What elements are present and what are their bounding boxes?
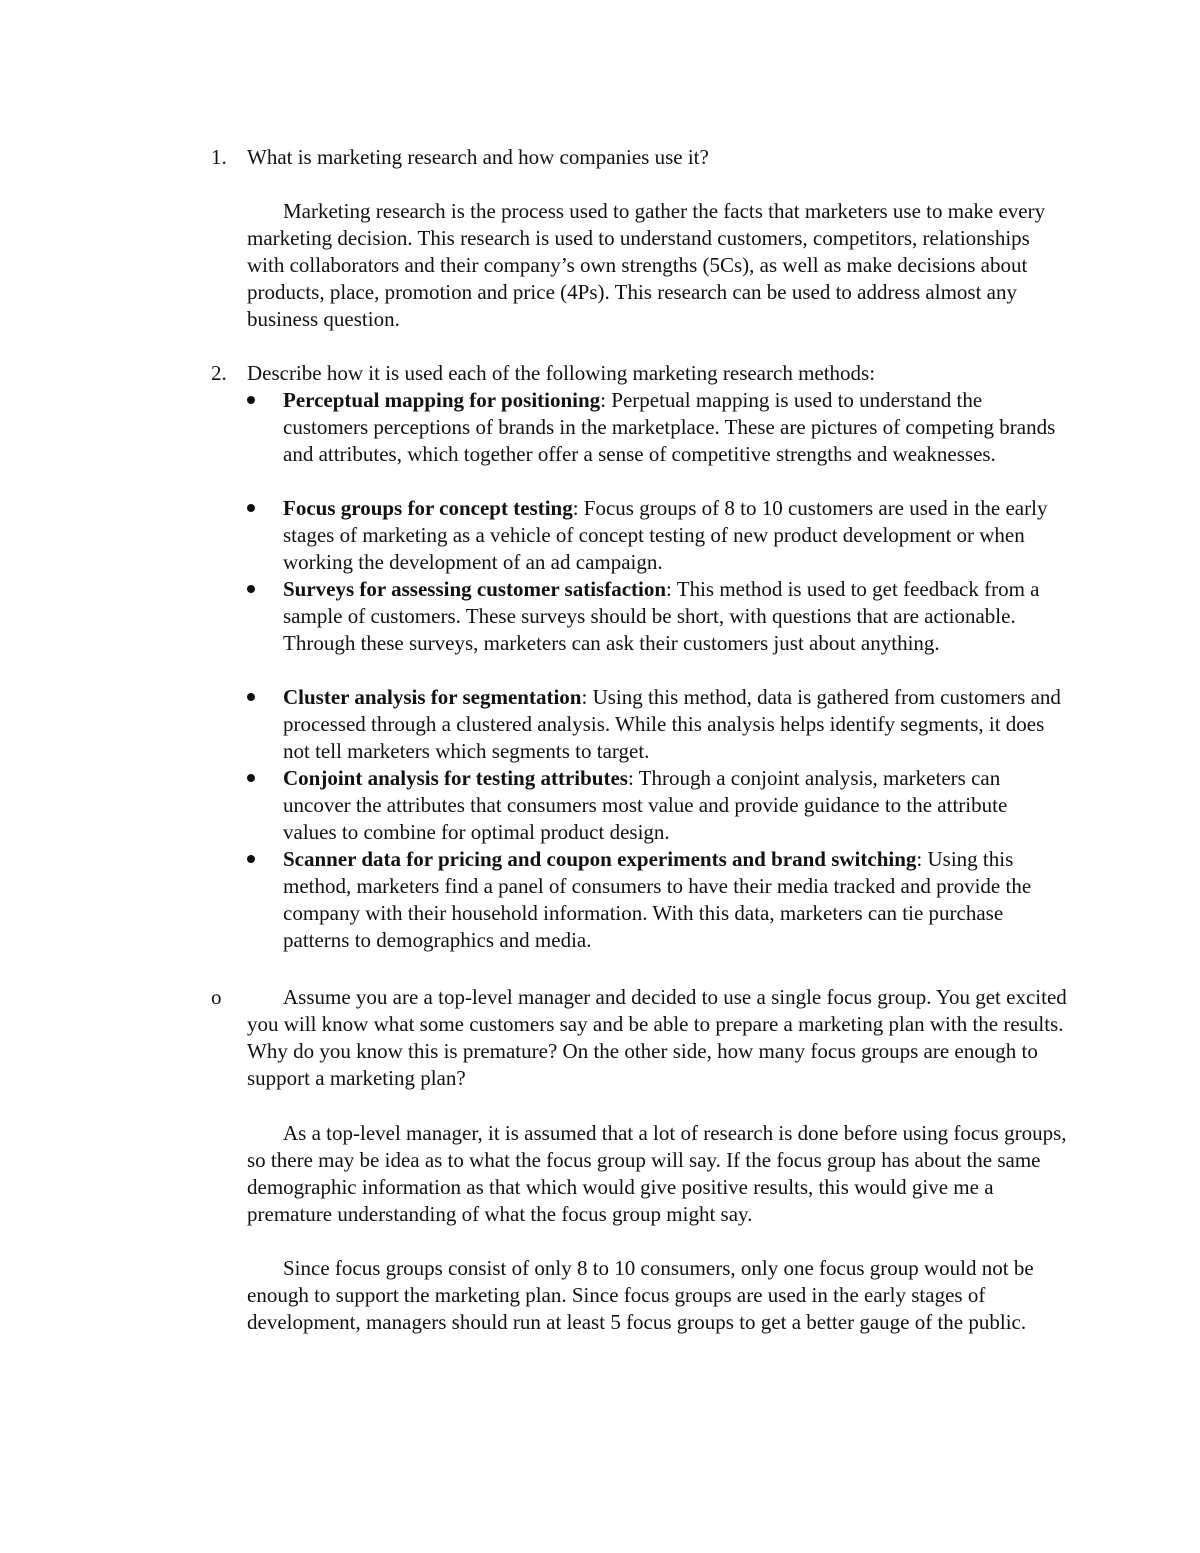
- bullet-dot: [247, 396, 255, 404]
- method-term: Focus groups for concept testing: [283, 496, 573, 520]
- bullet-dot: [247, 693, 255, 701]
- bullet-dot: [247, 855, 255, 863]
- method-description: : Through a conjoint analysis, marketers can uncover the attributes that consumers most value and provide guidance to the attribute values to combine for optimal product design.: [283, 766, 1008, 844]
- method-item-surveys: [283, 576, 1063, 657]
- q1-answer: Marketing research is the process used to gather the facts that marketers use to make every marketing decision. This research is used to understand customers, competitors, relationships with collaborators and their company’s own strengths (5Cs), as well as make decisions about products, place, promotion and price (4Ps). This research can be used to address almost any business question.: [247, 199, 1046, 331]
- q1-question: What is marketing research and how companies use it?: [247, 145, 709, 169]
- method-term: Cluster analysis for segmentation: [283, 685, 582, 709]
- bullet-dot: [247, 585, 255, 593]
- q3-answer-paragraph-2: Since focus groups consist of only 8 to 10 consumers, only one focus group would not be enough to support the marketing plan. Since focus groups are used in the early stages of development, managers should run at least 5 focus groups to get a better gauge of the public.: [247, 1256, 1034, 1334]
- q1-number: 1.: [211, 145, 227, 169]
- method-term: Scanner data for pricing and coupon experiments and brand switching: [283, 847, 917, 871]
- q2-number: 2.: [211, 361, 227, 385]
- method-item-scanner-data: [283, 846, 1063, 954]
- method-description: : Using this method, data is gathered from customers and processed through a clustered analysis. While this analysis helps identify segments, it does not tell marketers which segments to target.: [283, 685, 1061, 763]
- q3-marker: o: [211, 985, 222, 1009]
- method-term: Perceptual mapping for positioning: [283, 388, 601, 412]
- method-item-conjoint-analysis: [283, 765, 1063, 846]
- method-description: : This method is used to get feedback from a sample of customers. These surveys should be short, with questions that are actionable. Through these surveys, marketers can ask their customers just about anything.: [283, 577, 1040, 655]
- method-term: Conjoint analysis for testing attributes: [283, 766, 628, 790]
- method-item-focus-groups: [283, 495, 1063, 576]
- method-term: Surveys for assessing customer satisfaction: [283, 577, 667, 601]
- q3-answer-paragraph-1: As a top-level manager, it is assumed that a lot of research is done before using focus groups, so there may be idea as to what the focus group will say. If the focus group has about the same demographic information as that which would give positive results, this would give me a premature understanding of what the focus group might say.: [247, 1121, 1067, 1226]
- bullet-dot: [247, 774, 255, 782]
- method-description: : Perpetual mapping is used to understand the customers perceptions of brands in the marketplace. These are pictures of competing brands and attributes, which together offer a sense of competitive strengths and weaknesses.: [283, 388, 1056, 466]
- bullet-dot: [247, 504, 255, 512]
- method-item-perceptual-mapping: [283, 387, 1063, 468]
- method-description: : Focus groups of 8 to 10 customers are used in the early stages of marketing as a vehicle of concept testing of new product development or when working the development of an ad campaign.: [283, 496, 1048, 574]
- q3-question: Assume you are a top-level manager and decided to use a single focus group. You get excited you will know what some customers say and be able to prepare a marketing plan with the results. Why do you know this is premature? On the other side, how many focus groups are enough to support a marketing plan?: [247, 985, 1067, 1090]
- method-description: : Using this method, marketers find a panel of consumers to have their media tracked and provide the company with their household information. With this data, marketers can tie purchase patterns to demographics and media.: [283, 847, 1032, 952]
- q2-question: Describe how it is used each of the following marketing research methods:: [247, 361, 876, 385]
- method-item-cluster-analysis: [283, 684, 1063, 765]
